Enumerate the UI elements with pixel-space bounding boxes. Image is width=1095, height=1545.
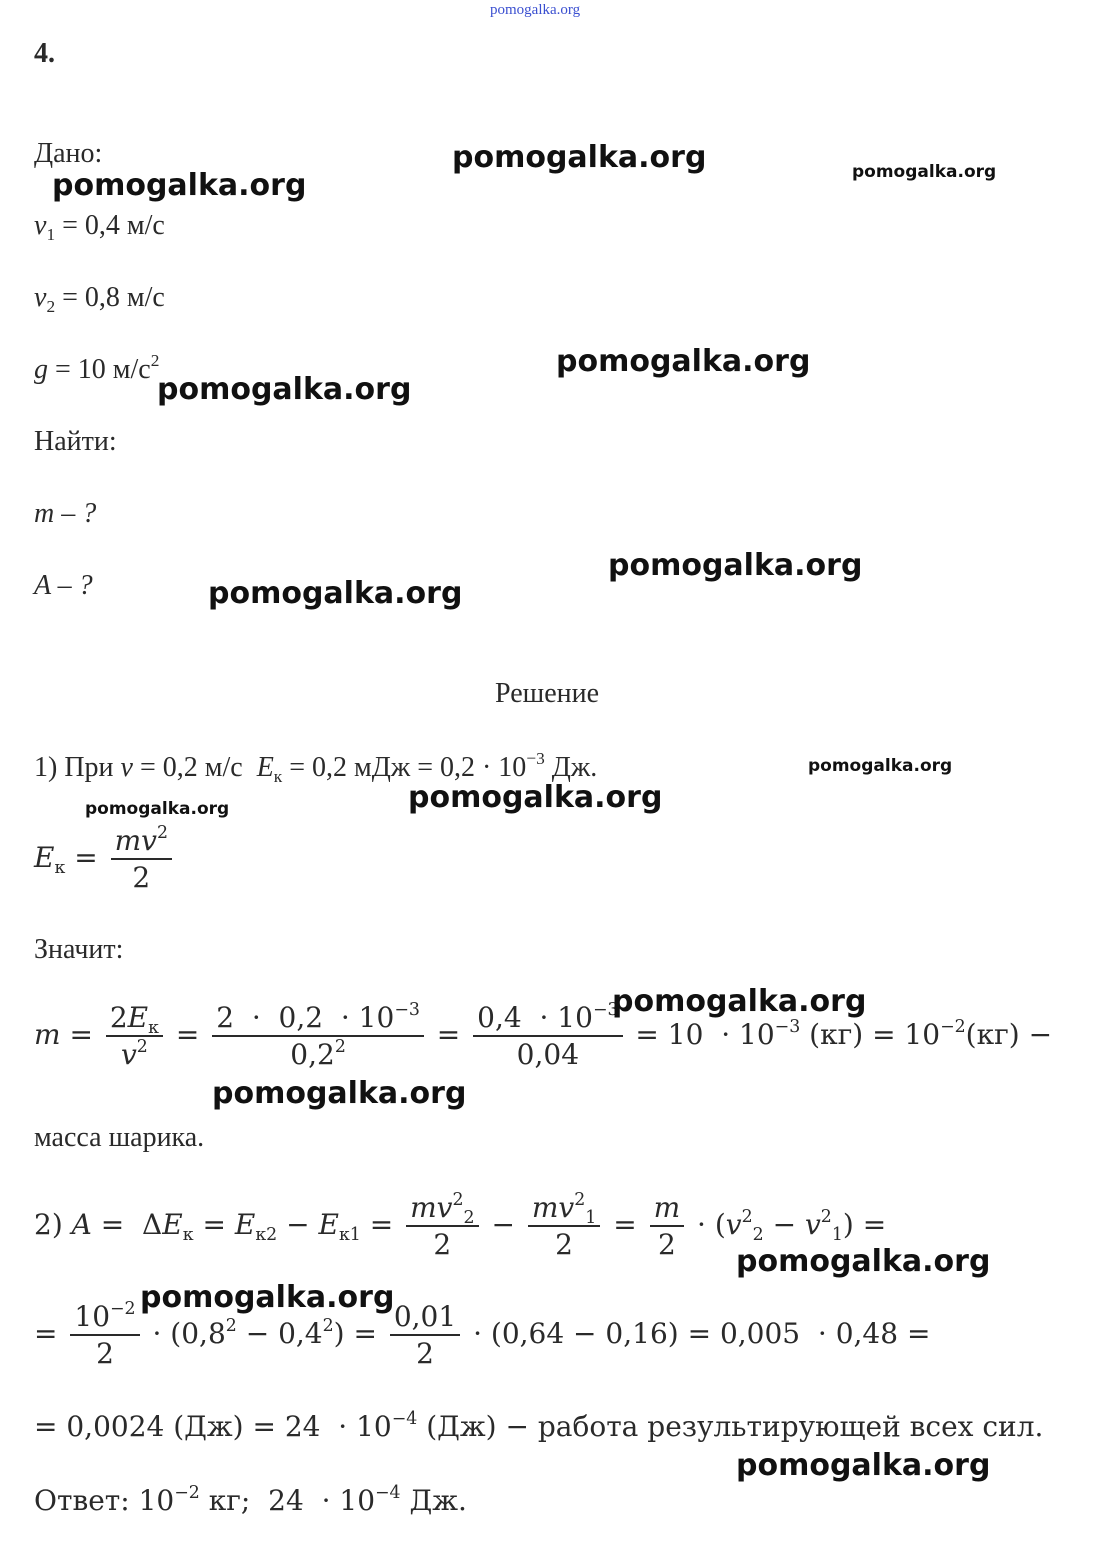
watermark-label[interactable]: pomogalka.org [208, 576, 463, 611]
znachit-label: Значит: [34, 934, 124, 965]
problem-number: 4. [34, 38, 55, 69]
find-A: A – ? [34, 570, 93, 601]
find-m: m – ? [34, 498, 97, 529]
work-formula-line1: 2) $A = \Delta E_к = E_{к2} - E_{к1}$ = $\frac{mv^2_2}{2}$ − $\frac{mv^2_1}{2}$ = $\frac{m}{2}$ · $(v^2_2 - v^2_1)$ = [34, 1189, 887, 1262]
given-v2: $v_2 = 0,8$ м/с [34, 282, 165, 317]
find-heading: Найти: [34, 426, 117, 457]
watermark-label[interactable]: pomogalka.org [157, 372, 412, 407]
solution-heading: Решение [495, 678, 600, 709]
step1-line: 1) При v = 0,2 м/с $E_к = 0,2$ мДж = $0,2 \cdot 10^{-3}$ Дж. [34, 748, 598, 787]
kinetic-energy-formula: $E_к$ = $\frac{mv^2}{2}$ [34, 826, 176, 893]
mass-tail: масса шарика. [34, 1122, 205, 1153]
answer-line: Ответ: $10^{-2}$ кг; $24 \cdot 10^{-4}$ Дж. [34, 1482, 467, 1517]
watermark-label[interactable]: pomogalka.org [612, 984, 867, 1019]
given-g: g = 10 $м/с^2$ [34, 350, 160, 385]
watermark-label[interactable]: pomogalka.org [736, 1448, 991, 1483]
watermark-label[interactable]: pomogalka.org [212, 1076, 467, 1111]
given-heading: Дано: [34, 138, 103, 169]
watermark-label[interactable]: pomogalka.org [608, 548, 863, 583]
work-result-line: = 0,0024 $(Дж) = 24 \cdot 10^{-4}$ (Дж) − работа результирующей всех сил. [34, 1408, 1044, 1443]
mass-formula: m = $\frac{2E_к}{v^2}$ = $\frac{2 \cdot 0,2 \cdot 10^{-3}}{0,2^2}$ = $\frac{0,4 \cdot 10^{-3}}{0,04}$ = $10 \cdot 10^{-3}$ $(кг) = 10^{-2}(кг)$ − [34, 999, 1053, 1072]
watermark-label[interactable]: pomogalka.org [852, 162, 997, 182]
watermark-label[interactable]: pomogalka.org [808, 756, 953, 776]
watermark-top[interactable]: pomogalka.org [490, 2, 581, 18]
watermark-label[interactable]: pomogalka.org [736, 1244, 991, 1279]
watermark-label[interactable]: pomogalka.org [140, 1280, 395, 1315]
watermark-label[interactable]: pomogalka.org [85, 799, 230, 819]
watermark-label[interactable]: pomogalka.org [52, 168, 307, 203]
watermark-label[interactable]: pomogalka.org [408, 780, 663, 815]
watermark-label[interactable]: pomogalka.org [452, 140, 707, 175]
watermark-label[interactable]: pomogalka.org [556, 344, 811, 379]
work-formula-line2: = $\frac{10^{-2}}{2}$ · $(0,8^2 - 0,4^2)$ = $\frac{0,01}{2}$ · (0,64 − 0,16) = 0,005 · 0,48 = [34, 1298, 931, 1371]
given-v1: $v_1 = 0,4$ м/с [34, 210, 165, 245]
